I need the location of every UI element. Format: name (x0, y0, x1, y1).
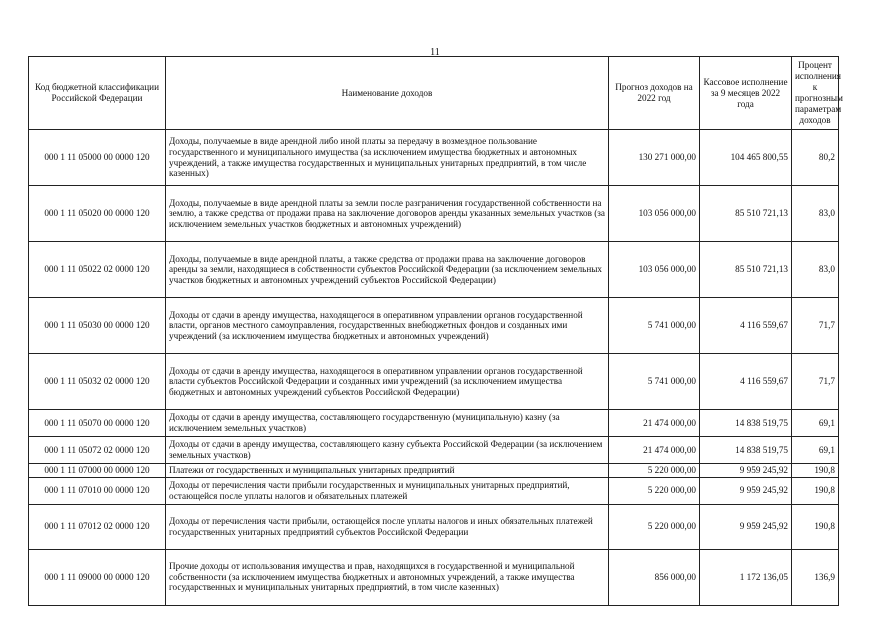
header-cash: Кассовое исполнение за 9 месяцев 2022 года (700, 57, 792, 130)
row-cash: 1 172 136,05 (700, 549, 792, 605)
row-percent: 190,8 (792, 477, 839, 504)
row-code: 000 1 11 05020 00 0000 120 (29, 186, 166, 242)
row-name: Доходы, получаемые в виде арендной либо иной платы за передачу в возмездное пользование государственного и муниципального имущества (за исключением имущества бюджетных и автономных учреждений, а также имущества государственных и муниципальных унитарных предприятий, в том числе казенных) (166, 130, 609, 186)
header-name: Наименование доходов (166, 57, 609, 130)
row-name: Доходы, получаемые в виде арендной платы за земли после разграничения государственной собственности на землю, а также средства от продажи права на заключение договоров аренды указанных земельных участков (за исключением земельных участков бюджетных и автономных учреждений) (166, 186, 609, 242)
row-forecast: 21 474 000,00 (609, 410, 700, 437)
header-forecast: Прогноз доходов на 2022 год (609, 57, 700, 130)
row-cash: 9 959 245,92 (700, 464, 792, 478)
row-code: 000 1 11 05070 00 0000 120 (29, 410, 166, 437)
row-cash: 14 838 519,75 (700, 410, 792, 437)
row-code: 000 1 11 07010 00 0000 120 (29, 477, 166, 504)
row-name: Доходы от сдачи в аренду имущества, составляющего казну субъекта Российской Федерации (за исключением земельных участков) (166, 437, 609, 464)
row-cash: 85 510 721,13 (700, 242, 792, 298)
row-forecast: 103 056 000,00 (609, 186, 700, 242)
table-row (29, 549, 839, 605)
table-row (29, 354, 839, 410)
table-row (29, 242, 839, 298)
page-number: 11 (430, 47, 440, 58)
table-header-row (29, 57, 839, 130)
revenue-table (28, 56, 843, 606)
table-row (29, 477, 839, 504)
row-percent: 71,7 (792, 298, 839, 354)
row-percent: 83,0 (792, 242, 839, 298)
row-forecast: 856 000,00 (609, 549, 700, 605)
row-forecast: 103 056 000,00 (609, 242, 700, 298)
row-forecast: 5 741 000,00 (609, 354, 700, 410)
row-forecast: 5 741 000,00 (609, 298, 700, 354)
row-cash: 9 959 245,92 (700, 504, 792, 549)
row-cash: 14 838 519,75 (700, 437, 792, 464)
row-forecast: 5 220 000,00 (609, 477, 700, 504)
row-percent: 80,2 (792, 130, 839, 186)
row-code: 000 1 11 05032 02 0000 120 (29, 354, 166, 410)
row-percent: 71,7 (792, 354, 839, 410)
row-forecast: 21 474 000,00 (609, 437, 700, 464)
row-name: Доходы от перечисления части прибыли, остающейся после уплаты налогов и иных обязательных платежей государственных унитарных предприятий субъектов Российской Федерации (166, 504, 609, 549)
table-row (29, 464, 839, 478)
header-code: Код бюджетной классификации Российской Федерации (29, 57, 166, 130)
row-name: Доходы, получаемые в виде арендной платы, а также средства от продажи права на заключение договоров аренды за земли, находящиеся в собственности субъектов Российской Федерации (за исключением земельных участков бюджетных и автономных учреждений субъектов Российской Федерации) (166, 242, 609, 298)
header-percent: Процент исполнения к прогнозным параметрам доходов (792, 57, 839, 130)
row-name: Платежи от государственных и муниципальных унитарных предприятий (166, 464, 609, 478)
table-row (29, 504, 839, 549)
row-percent: 69,1 (792, 410, 839, 437)
row-forecast: 5 220 000,00 (609, 504, 700, 549)
row-forecast: 130 271 000,00 (609, 130, 700, 186)
row-percent: 190,8 (792, 464, 839, 478)
row-cash: 104 465 800,55 (700, 130, 792, 186)
row-code: 000 1 11 05072 02 0000 120 (29, 437, 166, 464)
row-code: 000 1 11 07000 00 0000 120 (29, 464, 166, 478)
row-name: Прочие доходы от использования имущества и прав, находящихся в государственной и муниципальной собственности (за исключением имущества бюджетных и автономных учреждений, а также имущества государственных и муниципальных унитарных предприятий, в том числе казенных) (166, 549, 609, 605)
row-cash: 4 116 559,67 (700, 298, 792, 354)
row-cash: 4 116 559,67 (700, 354, 792, 410)
row-forecast: 5 220 000,00 (609, 464, 700, 478)
row-code: 000 1 11 05000 00 0000 120 (29, 130, 166, 186)
row-name: Доходы от перечисления части прибыли государственных и муниципальных унитарных предприятий, остающейся после уплаты налогов и обязательных платежей (166, 477, 609, 504)
row-cash: 9 959 245,92 (700, 477, 792, 504)
row-code: 000 1 11 05030 00 0000 120 (29, 298, 166, 354)
row-cash: 85 510 721,13 (700, 186, 792, 242)
row-percent: 69,1 (792, 437, 839, 464)
row-code: 000 1 11 09000 00 0000 120 (29, 549, 166, 605)
table-row (29, 298, 839, 354)
table-row (29, 437, 839, 464)
table-row (29, 410, 839, 437)
row-percent: 136,9 (792, 549, 839, 605)
row-name: Доходы от сдачи в аренду имущества, находящегося в оперативном управлении органов государственной власти субъектов Российской Федерации и созданных ими учреждений (за исключением имущества бюджетных и автономных учреждений субъектов Российской Федерации) (166, 354, 609, 410)
row-name: Доходы от сдачи в аренду имущества, находящегося в оперативном управлении органов государственной власти, органов местного самоуправления, государственных внебюджетных фондов и созданных ими учреждений (за исключением имущества бюджетных и автономных учреждений) (166, 298, 609, 354)
row-name: Доходы от сдачи в аренду имущества, составляющего государственную (муниципальную) казну (за исключением земельных участков) (166, 410, 609, 437)
row-code: 000 1 11 05022 02 0000 120 (29, 242, 166, 298)
row-percent: 83,0 (792, 186, 839, 242)
table-row (29, 130, 839, 186)
table-row (29, 186, 839, 242)
row-percent: 190,8 (792, 504, 839, 549)
row-code: 000 1 11 07012 02 0000 120 (29, 504, 166, 549)
